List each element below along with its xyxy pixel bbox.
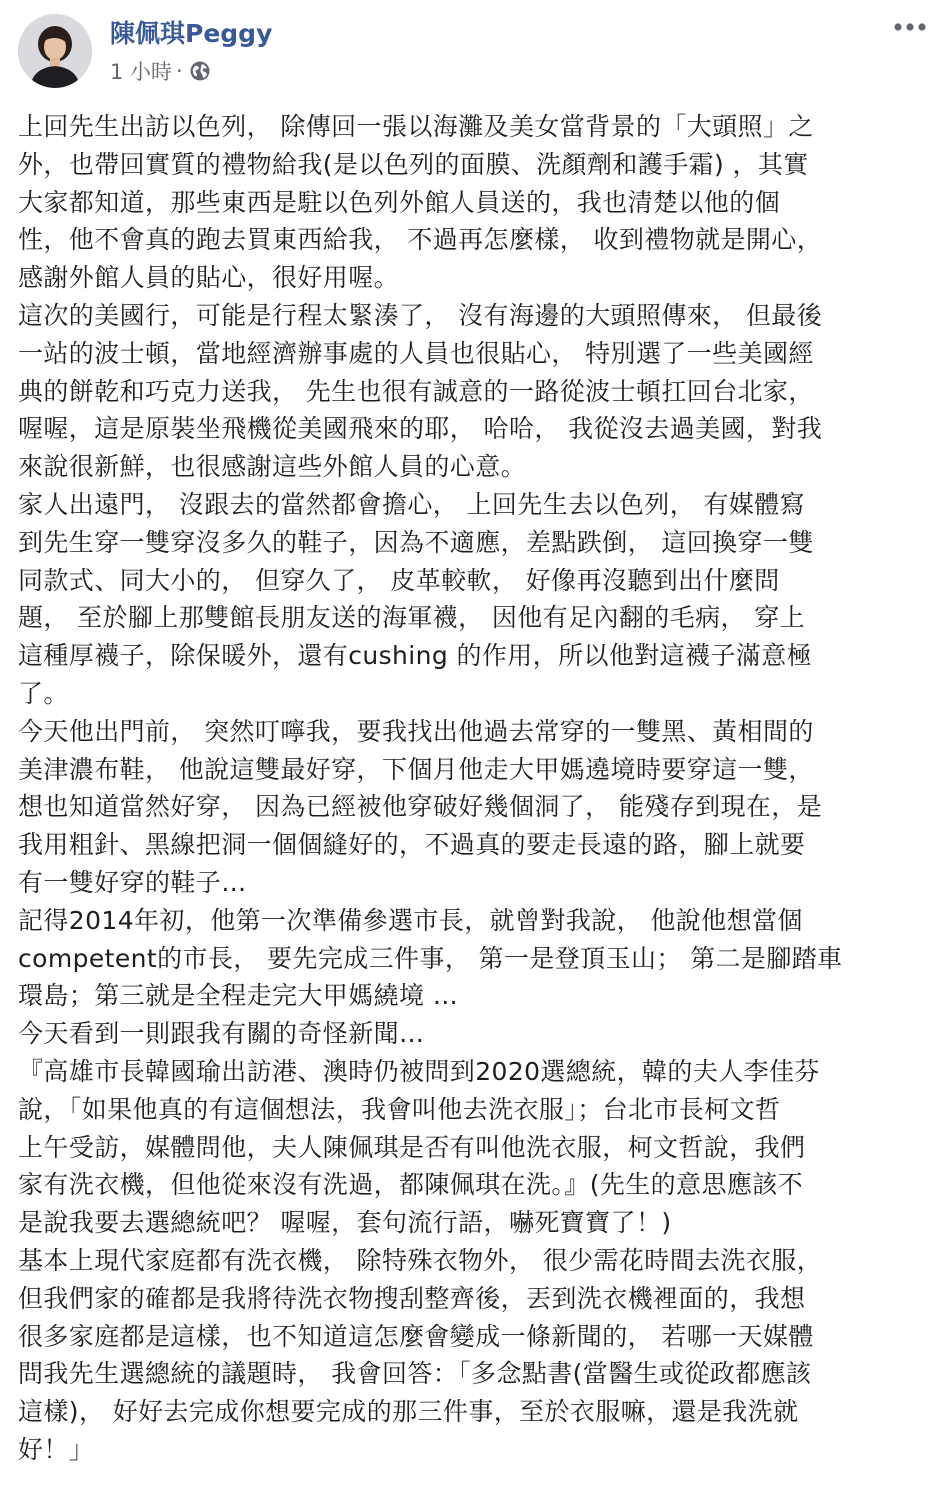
more-options-button[interactable] <box>893 16 927 38</box>
post-header <box>0 0 941 100</box>
post-text-line: 來說很新鮮，也很感謝這些外館人員的心意。 <box>18 452 527 482</box>
post-text-line: 記得2014年初，他第一次準備參選市長，就曾對我說， 他說他想當個 <box>18 905 803 935</box>
post-text-line: 基本上現代家庭都有洗衣機， 除特殊衣物外， 很少需花時間去洗衣服， <box>18 1245 823 1275</box>
post-text-line: 這次的美國行，可能是行程太緊湊了， 沒有海邊的大頭照傳來， 但最後 <box>18 300 823 330</box>
post-text-line: 了。 <box>18 678 69 708</box>
post-text-line: 到先生穿一雙穿沒多久的鞋子，因為不適應，差點跌倒， 這回換穿一雙 <box>18 527 814 557</box>
post-text-line: 好！」 <box>18 1434 95 1464</box>
post-text-line: 有一雙好穿的鞋子… <box>18 867 247 897</box>
post-text-line: 這樣)， 好好去完成你想要完成的那三件事，至於衣服嘛，還是我洗就 <box>18 1397 799 1427</box>
post-meta <box>110 56 211 86</box>
post-text-line: 問我先生選總統的議題時， 我會回答：「多念點書(當醫生或從政都應該 <box>18 1359 812 1389</box>
post-text-line: 典的餅乾和巧克力送我， 先生也很有誠意的一路從波士頓扛回台北家， <box>18 376 814 406</box>
post-timestamp[interactable]: 1 小時 <box>110 60 173 84</box>
post-text-line: 說，「如果他真的有這個想法，我會叫他去洗衣服」；台北市長柯文哲 <box>18 1094 781 1124</box>
author-name[interactable]: 陳佩琪Peggy <box>110 19 273 48</box>
post-text-line: 家人出遠門， 沒跟去的當然都會擔心， 上回先生去以色列， 有媒體寫 <box>18 489 806 519</box>
post-text-line: 一站的波士頓，當地經濟辦事處的人員也很貼心， 特別選了一些美國經 <box>18 338 814 368</box>
post-text-line: 上回先生出訪以色列， 除傳回一張以海灘及美女當背景的「大頭照」之 <box>18 112 814 141</box>
post-text-line: 上午受訪，媒體問他，夫人陳佩琪是否有叫他洗衣服，柯文哲說，我們 <box>18 1132 806 1162</box>
post-text-line: 外，也帶回實質的禮物給我(是以色列的面膜、洗顏劑和護手霜) ，其實 <box>18 149 809 179</box>
post-text-line: 這種厚襪子，除保暖外，還有cushing 的作用，所以他對這襪子滿意極 <box>18 641 813 671</box>
post-text-line: 今天看到一則跟我有關的奇怪新聞… <box>18 1019 425 1049</box>
post-text-line: 性，他不會真的跑去買東西給我， 不過再怎麼樣， 收到禮物就是開心， <box>18 225 823 255</box>
post-text-line: 題， 至於腳上那雙館長朋友送的海軍襪， 因他有足內翻的毛病， 穿上 <box>18 603 806 633</box>
post-text-line: 『高雄市長韓國瑜出訪港、澳時仍被問到2020選總統，韓的夫人李佳芬 <box>18 1056 820 1086</box>
post-text-line: 美津濃布鞋， 他說這雙最好穿，下個月他走大甲媽遶境時要穿這一雙， <box>18 754 814 784</box>
post-text-line: 很多家庭都是這樣，也不知道這怎麼會變成一條新聞的， 若哪一天媒體 <box>18 1321 814 1351</box>
globe-icon[interactable] <box>189 60 211 82</box>
post-text-line: 環島；第三就是全程走完大甲媽繞境 … <box>18 981 459 1011</box>
more-options-icon <box>893 16 927 38</box>
post-text-line: 今天他出門前， 突然叮嚀我，要我找出他過去常穿的一雙黑、黃相間的 <box>18 716 814 746</box>
post-text-line: 想也知道當然好穿， 因為已經被他穿破好幾個洞了， 能殘存到現在，是 <box>18 792 823 822</box>
post-text-line: 我用粗針、黑線把洞一個個縫好的，不過真的要走長遠的路，腳上就要 <box>18 830 806 860</box>
post-body <box>18 108 928 1469</box>
post-text-line: 但我們家的確都是我將待洗衣物搜刮整齊後，丟到洗衣機裡面的，我想 <box>18 1283 806 1313</box>
post-text-line: competent的市長， 要先完成三件事， 第一是登頂玉山； 第二是腳踏車 <box>18 943 843 973</box>
post-text-line: 是說我要去選總統吧？ 喔喔，套句流行語，嚇死寶寶了！) <box>18 1208 672 1238</box>
post-text-line: 同款式、同大小的， 但穿久了， 皮革較軟， 好像再沒聽到出什麼問 <box>18 565 780 595</box>
meta-separator: · <box>176 59 183 83</box>
profile-photo <box>18 14 92 88</box>
post-text-line: 感謝外館人員的貼心，很好用喔。 <box>18 263 400 293</box>
post-text-line: 喔喔，這是原裝坐飛機從美國飛來的耶， 哈哈， 我從沒去過美國，對我 <box>18 414 823 444</box>
post-text-line: 大家都知道，那些東西是駐以色列外館人員送的，我也清楚以他的個 <box>18 187 781 217</box>
post-text-line: 家有洗衣機，但他從來沒有洗過，都陳佩琪在洗。』(先生的意思應該不 <box>18 1170 804 1200</box>
avatar[interactable] <box>18 14 92 88</box>
